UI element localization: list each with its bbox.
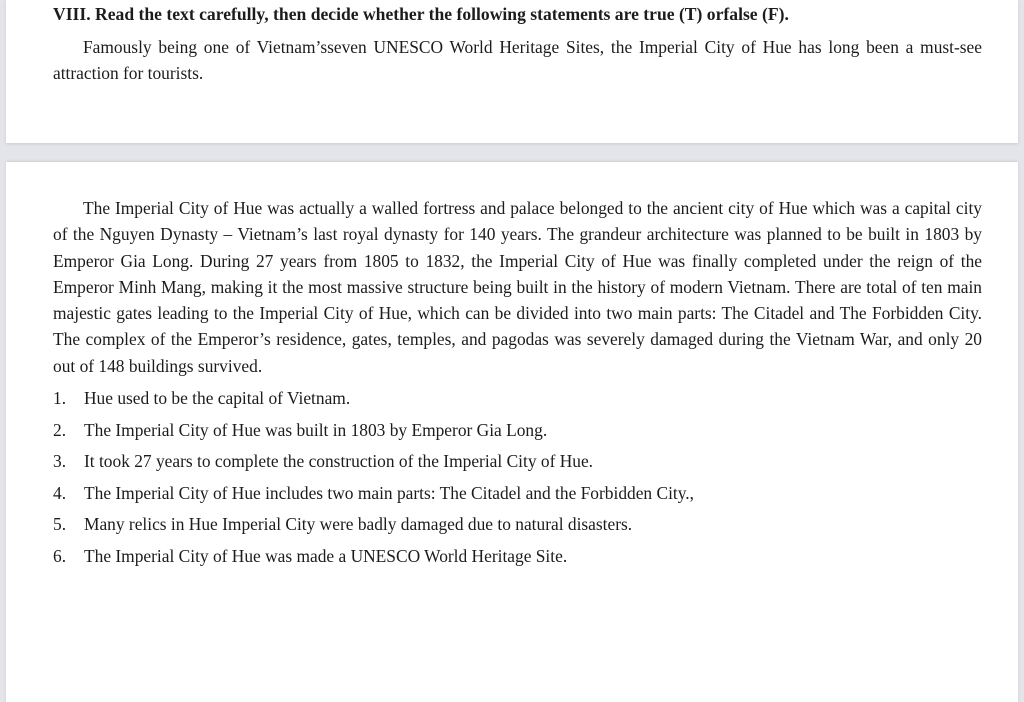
reading-passage [53, 195, 982, 379]
statement-text: It took 27 years to complete the construction of the Imperial City of Hue. [84, 451, 594, 472]
statement-text: The Imperial City of Hue was built in 1803 by Emperor Gia Long. [84, 419, 548, 440]
statement-text: Hue used to be the capital of Vietnam. [84, 388, 351, 408]
passage-text: The Imperial City of Hue was actually a walled fortress and palace belonged to the ancient city of Hue which was a capital city of the Nguyen Dynasty – Vietnam’s last royal dynasty for 140 years. The grandeur architecture was planned to be built in 1803 by Emperor Gia Long. During 27 years from 1805 to 1832, the Imperial City of Hue was finally completed under the reign of the Emperor Minh Mang, making it the most massive structure being built in the history of modern Vietnam. There are total of ten main majestic gates leading to the Imperial City of Hue, which can be divided into two main parts: The Citadel and The Forbidden City. The complex of the Emperor’s residence, gates, temples, and pagodas was severely damaged during the Vietnam War, and only 20 out of 148 buildings survived. [53, 198, 982, 376]
statement-item [53, 417, 694, 449]
document-page-bottom [6, 162, 1018, 702]
statement-item [53, 448, 694, 480]
intro-text: Famously being one of Vietnam’sseven UNESCO World Heritage Sites, the Imperial City of Hue has long been a must-see attraction for tourists. [53, 37, 982, 83]
statement-item [53, 480, 694, 512]
statement-text: Many relics in Hue Imperial City were badly damaged due to natural disasters. [84, 514, 633, 535]
statement-item [53, 511, 694, 543]
statements-list [53, 385, 694, 575]
statement-number: 5. [53, 514, 67, 535]
statement-text: The Imperial City of Hue was made a UNESCO World Heritage Site. [84, 545, 568, 566]
statement-number: 4. [53, 482, 67, 503]
statement-number: 3. [53, 451, 67, 472]
statement-number: 1. [53, 388, 67, 408]
statement-item [53, 543, 694, 575]
statement-item [53, 385, 694, 417]
statement-number: 6. [53, 545, 67, 566]
intro-paragraph [53, 34, 982, 86]
document-page-top [6, 0, 1018, 143]
statement-text: The Imperial City of Hue includes two main parts: The Citadel and the Forbidden City., [84, 482, 694, 503]
statement-number: 2. [53, 419, 67, 440]
exercise-heading: VIII. Read the text carefully, then decide whether the following statements are true (T) orfalse (F). [53, 4, 789, 24]
